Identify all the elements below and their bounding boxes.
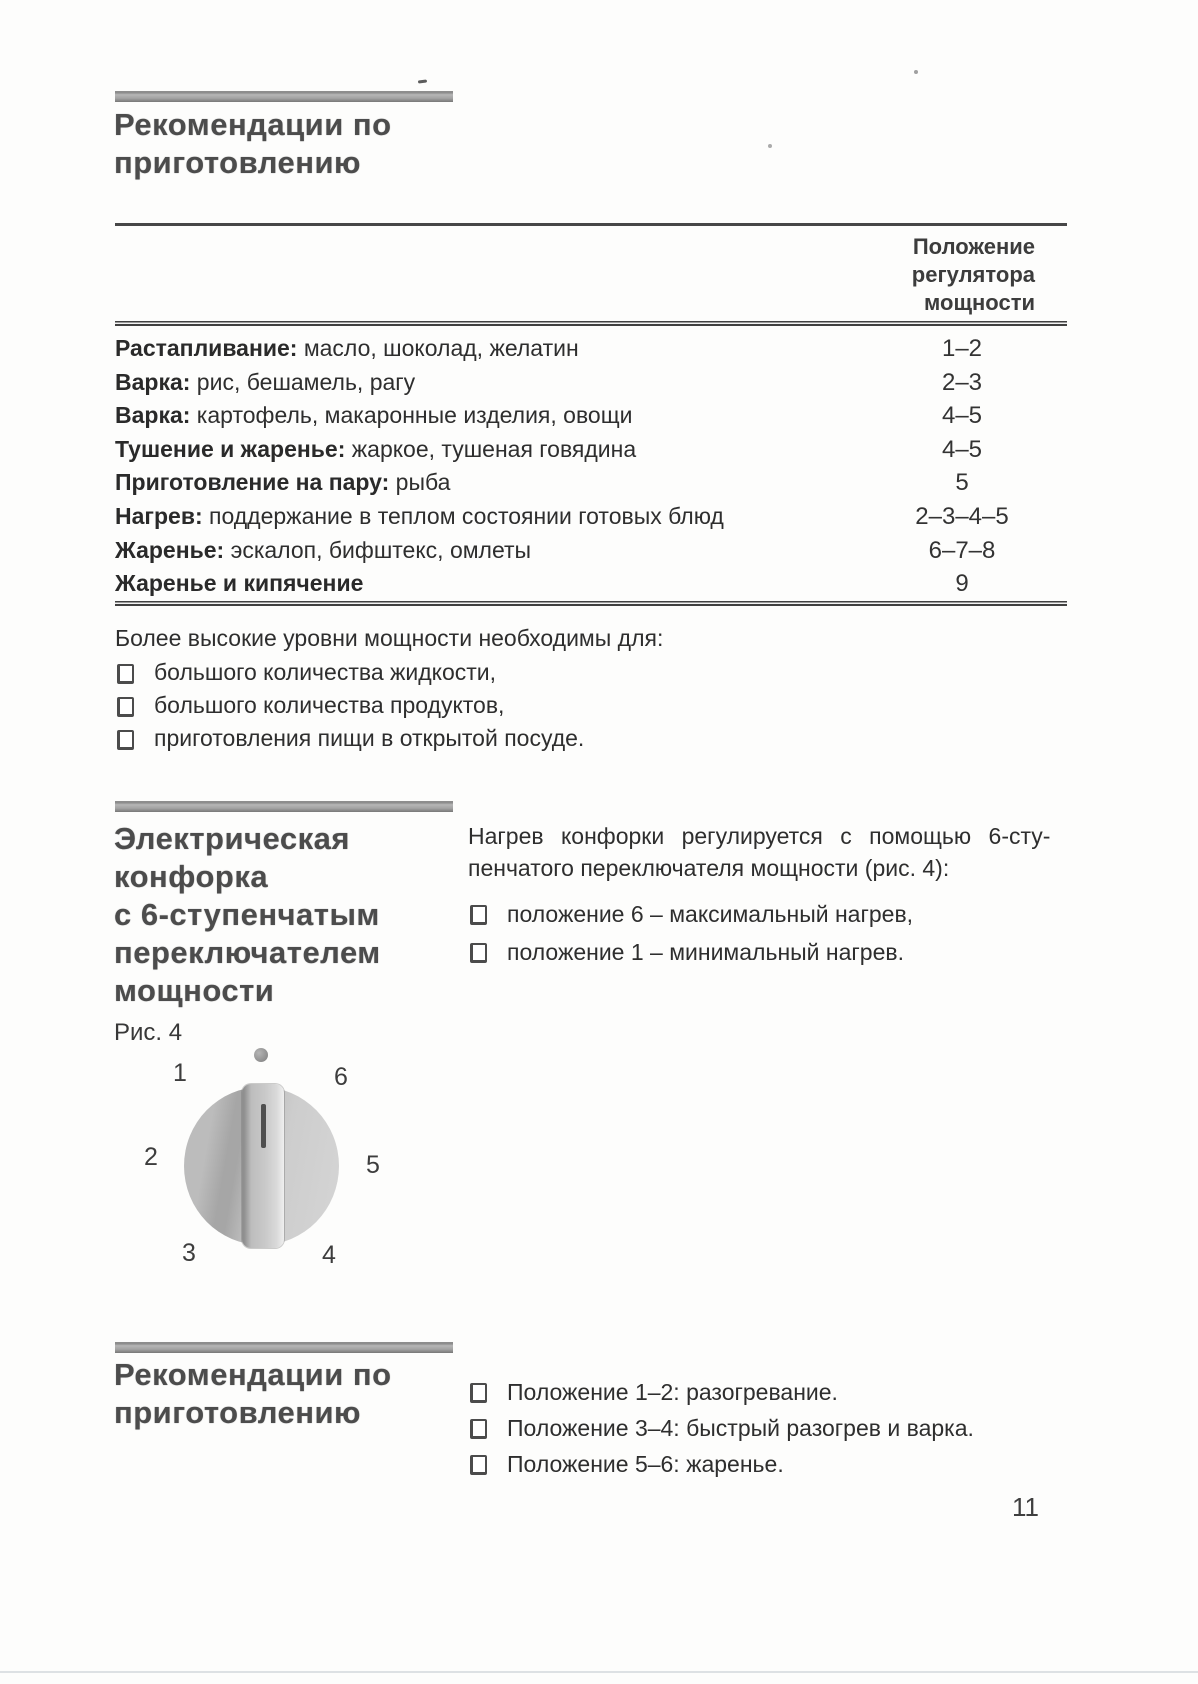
figure-caption: Рис. 4	[114, 1019, 183, 1046]
table-top-rule	[115, 223, 1067, 226]
list-item	[468, 895, 1074, 933]
square-bullet-icon	[470, 1419, 487, 1439]
row-label-term: Приготовление на пару:	[115, 469, 390, 496]
power-settings-table	[115, 332, 1067, 601]
table-row	[115, 534, 1067, 568]
list-item-text: большого количества продуктов,	[154, 692, 505, 718]
square-bullet-icon	[117, 664, 134, 684]
page-title-line: приготовлению	[114, 145, 362, 180]
row-label	[115, 433, 857, 467]
square-bullet-icon	[470, 905, 487, 925]
list-item-text: положение 6 – максимальный нагрев,	[507, 901, 914, 927]
row-value: 6–7–8	[928, 536, 996, 564]
row-label	[115, 366, 857, 400]
list-item-text: Положение 3–4: быстрый разогрев и варка.	[507, 1415, 974, 1441]
section-title-line: переключателем	[114, 935, 381, 970]
list-item-text: большого количества жидкости,	[154, 659, 497, 685]
row-label	[115, 332, 857, 366]
knob-slot-mark	[261, 1104, 266, 1148]
square-bullet-icon	[470, 1383, 487, 1403]
dial-number: 4	[322, 1241, 336, 1269]
row-label-term: Нагрев:	[115, 502, 203, 529]
list-item	[115, 656, 835, 689]
row-label-term: Растапливание:	[115, 335, 298, 361]
list-item	[115, 689, 835, 722]
row-label-detail: эскалоп, бифштекс, омлеты	[224, 536, 532, 563]
row-label-detail: рыба	[389, 469, 451, 496]
row-label-term: Варка:	[115, 368, 191, 395]
knob-indicator-dot	[254, 1048, 268, 1062]
row-label	[115, 466, 857, 500]
section-title-line: с 6-ступенчатым	[114, 897, 380, 932]
recommendations-list	[468, 1374, 1108, 1482]
list-item	[468, 1446, 1108, 1482]
row-label-term: Жаренье:	[115, 536, 225, 563]
column-header-line: Положение	[912, 234, 1035, 259]
table-row	[115, 466, 1067, 500]
section-title-line: мощности	[114, 973, 275, 1008]
row-label-detail: поддержание в теплом состоянии готовых блюд	[202, 502, 724, 529]
section-divider-bar	[115, 91, 453, 102]
row-value: 4–5	[941, 402, 983, 430]
scan-speck	[768, 144, 772, 148]
row-label	[115, 567, 857, 601]
row-label	[115, 534, 857, 568]
square-bullet-icon	[470, 1455, 487, 1475]
section-title-line: Электрическая	[114, 821, 350, 856]
square-bullet-icon	[117, 697, 134, 717]
page-title-line: Рекомендации по	[114, 107, 392, 142]
paragraph-line: пенчатого переключателя мощности (рис. 4):	[468, 855, 950, 881]
table-bottom-rule	[115, 601, 1067, 606]
scan-speck	[418, 79, 427, 83]
section-divider-bar	[115, 801, 453, 812]
list-item-text: Положение 1–2: разогревание.	[507, 1379, 838, 1405]
list-item	[468, 1410, 1108, 1446]
list-item	[468, 1374, 1108, 1410]
page-number: 11	[1012, 1492, 1039, 1522]
row-value: 9	[955, 570, 969, 598]
page-title	[114, 106, 392, 182]
dial-number: 5	[366, 1151, 380, 1179]
row-label-detail: масло, шоколад, желатин	[297, 335, 579, 361]
row-label-detail: картофель, макаронные изделия, овощи	[190, 402, 633, 429]
row-label-detail: жаркое, тушеная говядина	[345, 435, 637, 462]
hotplate-description	[468, 820, 1074, 971]
column-header-line: регулятора	[911, 262, 1035, 287]
dial-number: 1	[173, 1059, 187, 1087]
row-value: 2–3–4–5	[915, 502, 1009, 530]
scan-speck	[914, 70, 918, 74]
dial-number: 3	[182, 1239, 196, 1267]
row-label	[115, 500, 857, 534]
higher-power-note	[115, 621, 835, 755]
list-item-text: положение 1 – минимальный нагрев.	[507, 939, 904, 965]
row-value: 5	[955, 469, 969, 497]
table-row	[115, 433, 1067, 467]
section-title-line: конфорка	[114, 859, 269, 894]
row-label-term: Варка:	[115, 402, 191, 429]
row-value: 2–3	[941, 368, 983, 396]
power-knob-figure	[115, 1018, 455, 1288]
table-header-rule	[115, 321, 1067, 326]
list-item-text: Положение 5–6: жаренье.	[507, 1451, 784, 1477]
note-intro: Более высокие уровни мощности необходимы для:	[115, 625, 664, 651]
section-title-recommendations	[114, 1356, 392, 1432]
row-value: 4–5	[941, 435, 983, 463]
square-bullet-icon	[117, 730, 134, 750]
dial-number: 6	[334, 1063, 348, 1091]
column-header-line: мощности	[924, 290, 1035, 315]
table-row	[115, 500, 1067, 534]
row-value: 1–2	[941, 335, 983, 362]
table-column-header	[115, 233, 1067, 317]
section-divider-bar	[115, 1342, 453, 1353]
dial-number: 2	[144, 1143, 158, 1171]
paragraph-line: Нагрев конфорки регулируется с помощью 6-сту-	[468, 823, 1051, 849]
section-title-line: приготовлению	[114, 1395, 362, 1430]
row-label-term: Тушение и жаренье:	[115, 435, 346, 462]
section-title-line: Рекомендации по	[114, 1357, 392, 1392]
table-row	[115, 567, 1067, 601]
row-label-detail: рис, бешамель, рагу	[190, 368, 416, 395]
square-bullet-icon	[470, 943, 487, 963]
list-item	[468, 933, 1074, 971]
page-bottom-edge	[0, 1671, 1198, 1673]
row-label	[115, 399, 857, 433]
list-item-text: приготовления пищи в открытой посуде.	[154, 725, 585, 751]
row-label-term: Жаренье и кипячение	[115, 570, 364, 597]
list-item	[115, 722, 835, 755]
table-row	[115, 332, 1067, 366]
section-title-hotplate	[114, 820, 381, 1010]
table-row	[115, 366, 1067, 400]
table-row	[115, 399, 1067, 433]
